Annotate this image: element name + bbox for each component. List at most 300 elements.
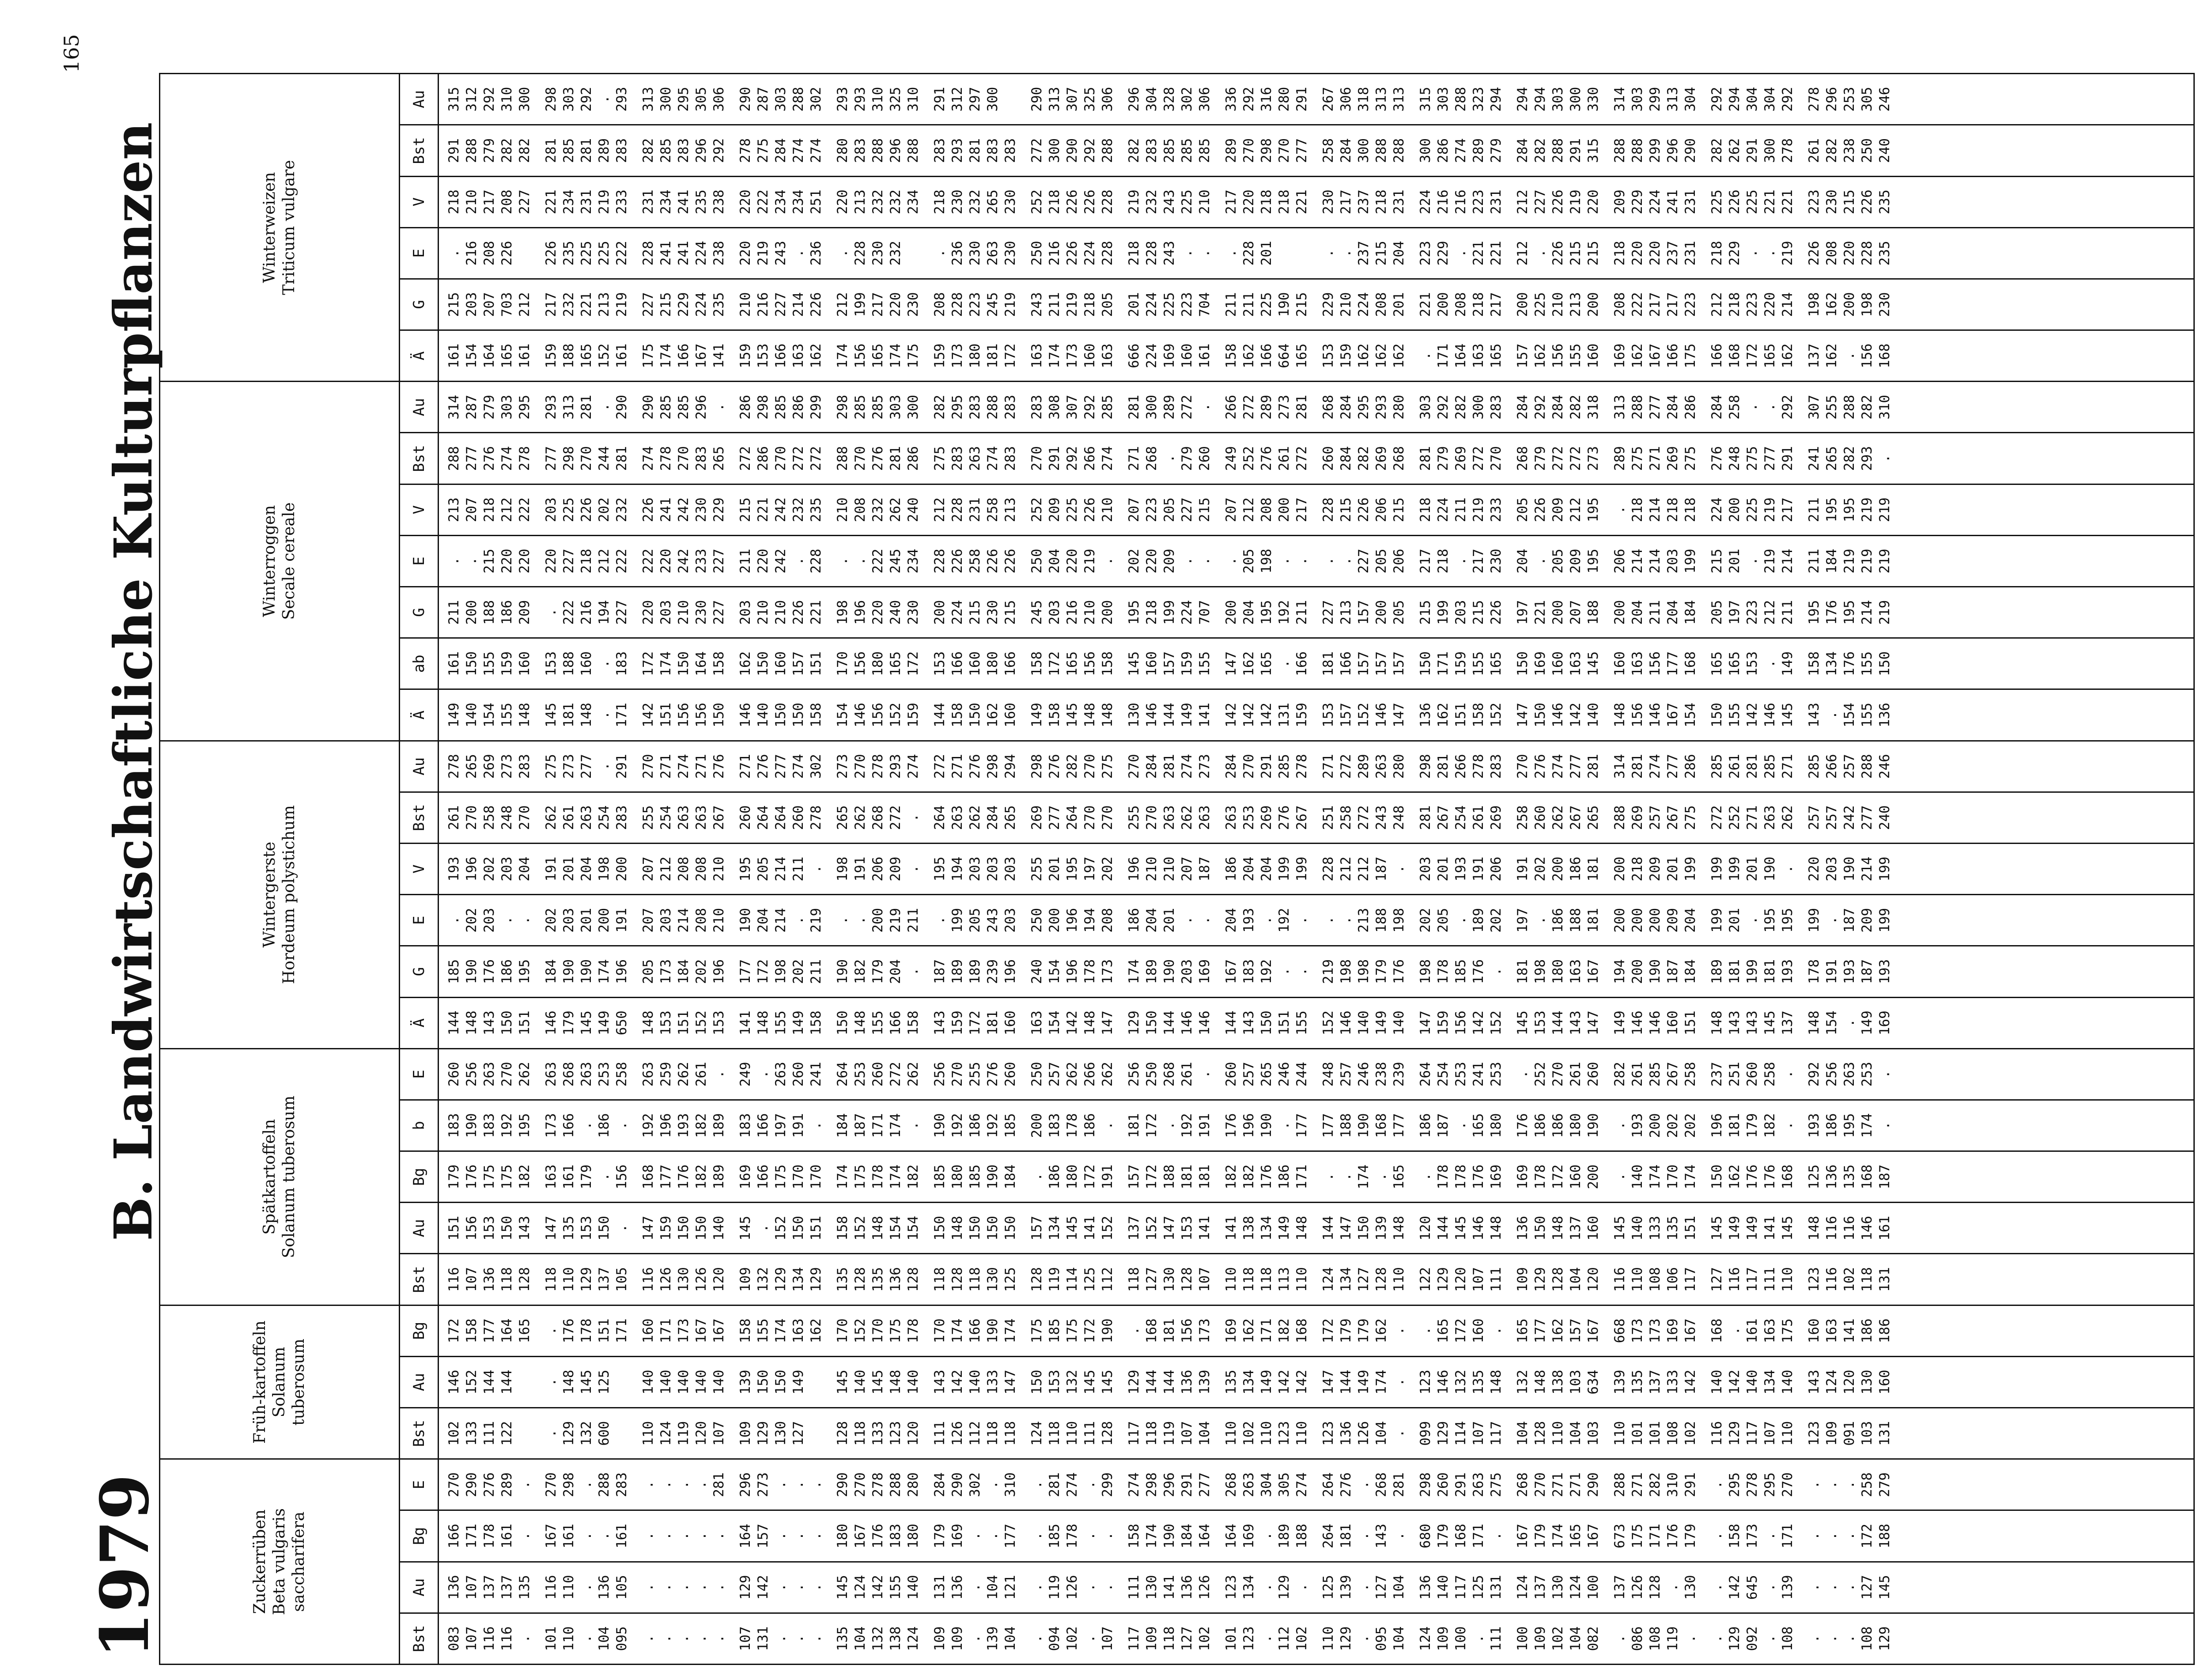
value-block: 215 221 242 232 235: [737, 497, 824, 522]
data-column-zr_e: [439, 1459, 2194, 1510]
value-block: 264 254 253 241 253: [1418, 1062, 1504, 1087]
value-block: 220 203 190 214 199: [1806, 856, 1893, 882]
group-name: Zuckerrüben: [251, 1509, 269, 1614]
value-block: 143 142 140 133 147: [932, 1370, 1018, 1395]
value-block: 129 150 144 146 146: [1126, 1010, 1213, 1036]
value-block: 228 241 241 224 238: [640, 241, 727, 266]
value-block: 162 150 160 157 151: [737, 651, 824, 676]
value-block: 176 186 186 180 190: [1515, 1113, 1601, 1138]
column-header: Au: [400, 741, 439, 792]
value-block: 249 252 276 261 272: [1223, 446, 1310, 471]
value-block: 203 225 226 202 232: [543, 497, 630, 522]
value-block: . 295 278 295 270: [1709, 1472, 1796, 1497]
value-block: 136 107 137 137 135: [446, 1575, 533, 1600]
value-block: 252 209 225 226 210: [1029, 497, 1115, 522]
value-block: 220 219 243 . 236: [737, 241, 824, 266]
value-block: 168 177 176 182 189: [640, 1164, 727, 1189]
value-block: 290 285 285 296 .: [640, 394, 727, 420]
value-block: 158 174 190 184 164: [1126, 1524, 1213, 1549]
value-block: 149 140 154 155 148: [446, 703, 533, 728]
data-column-sk_bst: [439, 1254, 2194, 1305]
value-block: 137 152 147 153 141: [1126, 1215, 1213, 1241]
value-block: 282 261 285 267 258: [1612, 1062, 1698, 1087]
value-block: 262 261 263 254 283: [543, 805, 630, 830]
value-block: 288 269 257 267 275: [1612, 805, 1698, 830]
value-block: . 199 205 243 203: [932, 908, 1018, 933]
column-header: E: [400, 1048, 439, 1100]
value-block: 217 220 218 218 221: [1223, 189, 1310, 215]
value-block: 278 275 284 274 274: [737, 138, 824, 163]
value-block: 220 203 210 230 227: [640, 600, 727, 625]
value-block: 298 260 291 263 275: [1418, 1472, 1504, 1497]
value-block: 180 167 176 183 180: [835, 1524, 921, 1549]
value-block: 161 150 155 159 160: [446, 651, 533, 676]
value-block: 194 200 190 187 184: [1612, 959, 1698, 984]
value-block: 229 210 224 208 201: [1320, 292, 1407, 317]
value-block: 145 . 152 150 151: [737, 1215, 824, 1241]
value-block: . 129 092 . 108: [1709, 1626, 1796, 1651]
value-block: 680 179 168 171 .: [1418, 1524, 1504, 1549]
value-block: 210 216 227 214 226: [737, 292, 824, 317]
value-block: 153 166 160 180 166: [932, 651, 1018, 676]
value-block: 142 142 142 131 159: [1223, 703, 1310, 728]
value-block: 101 123 . 112 102: [1223, 1626, 1310, 1651]
data-column-wr_ae: [439, 689, 2194, 741]
value-block: 143 159 172 181 160: [932, 1010, 1018, 1036]
value-block: 148 143 143 145 137: [1709, 1010, 1796, 1036]
value-block: 129 142 . . .: [737, 1575, 824, 1600]
value-block: 190 192 186 192 185: [932, 1113, 1018, 1138]
value-block: 118 127 130 128 107: [1126, 1267, 1213, 1292]
value-block: 243 211 219 218 205: [1029, 292, 1115, 317]
column-header: Au: [400, 1562, 439, 1613]
value-block: 170 156 180 165 172: [835, 651, 921, 676]
value-block: 224 216 216 223 231: [1418, 189, 1504, 215]
value-block: 270 271 274 271 276: [640, 754, 727, 779]
value-block: 144 143 150 151 155: [1223, 1010, 1310, 1036]
value-block: 275 283 263 274 283: [932, 446, 1018, 471]
value-block: 226 241 242 230 229: [640, 497, 727, 522]
value-block: 141 148 155 149 158: [737, 1010, 824, 1036]
value-block: 195 205 214 211 .: [737, 856, 824, 882]
value-block: 166 171 178 161 .: [446, 1524, 533, 1549]
value-block: 122 129 120 107 111: [1418, 1267, 1504, 1292]
value-block: 169 166 175 170 170: [737, 1164, 824, 1189]
value-block: 218 228 243 . .: [1126, 241, 1213, 266]
group-latin: Triticum vulgare: [280, 160, 298, 295]
data-column-wg_au: [439, 741, 2194, 792]
value-block: 172 179 179 162 .: [1320, 1318, 1407, 1343]
data-column-ww_g: [439, 279, 2194, 330]
column-header: Au: [400, 1203, 439, 1254]
value-block: 148 153 151 152 153: [640, 1010, 727, 1036]
value-block: 197 221 200 207 188: [1515, 600, 1601, 625]
value-block: 270 290 276 289 .: [446, 1472, 533, 1497]
value-block: 109 129 128 104 120: [1515, 1267, 1601, 1292]
value-block: 164 169 . 189 188: [1223, 1524, 1310, 1549]
value-block: 200 224 215 230 215: [932, 600, 1018, 625]
value-block: 160 163 141 186 186: [1806, 1318, 1893, 1343]
value-block: 167 183 192 . .: [1223, 959, 1310, 984]
data-column-wg_bst: [439, 792, 2194, 843]
value-block: 145 160 157 159 155: [1126, 651, 1213, 676]
value-block: 123 136 126 104 .: [1320, 1421, 1407, 1446]
data-column-wr_au: [439, 382, 2194, 433]
value-block: 219 198 198 179 176: [1320, 959, 1407, 984]
value-block: 187 189 189 239 196: [932, 959, 1018, 984]
value-block: 281 267 254 261 269: [1418, 805, 1504, 830]
group-latin: Secale cereale: [280, 502, 298, 620]
value-block: 221 200 208 218 217: [1418, 292, 1504, 317]
column-header: E: [400, 227, 439, 279]
value-block: 275 273 277 . 291: [543, 754, 630, 779]
value-block: 100 109 102 104 082: [1515, 1626, 1601, 1651]
value-block: 118 128 118 130 125: [932, 1267, 1018, 1292]
value-block: 161 154 164 165 161: [446, 343, 533, 368]
value-block: 292 256 263 253 .: [1806, 1062, 1893, 1087]
value-block: 255 270 263 262 263: [1126, 805, 1213, 830]
data-column-sk_b: [439, 1100, 2194, 1151]
value-block: 195 218 199 224 707: [1126, 600, 1213, 625]
column-header: Au: [400, 382, 439, 433]
value-block: 258 260 262 267 265: [1515, 805, 1601, 830]
column-header: Bst: [400, 792, 439, 843]
value-block: 153 188 160 . 183: [543, 651, 630, 676]
value-block: 195 176 195 214 219: [1806, 600, 1893, 625]
value-block: 211 184 219 219 219: [1806, 549, 1893, 574]
value-block: 298 276 282 270 275: [1029, 754, 1115, 779]
value-block: 314 303 299 313 304: [1612, 87, 1698, 112]
value-block: 150 169 160 163 145: [1515, 651, 1601, 676]
value-block: 123 134 . 129 .: [1223, 1575, 1310, 1600]
value-block: 276 248 275 277 291: [1709, 446, 1796, 471]
value-block: 271 276 277 274 302: [737, 754, 824, 779]
value-block: . . 237 215 204: [1320, 241, 1407, 266]
value-block: 226 235 225 225 222: [543, 241, 630, 266]
data-column-zr_bst: [439, 1613, 2194, 1664]
value-block: . . . . .: [640, 1532, 727, 1540]
value-block: 124 118 110 111 128: [1029, 1421, 1115, 1446]
value-block: 130 146 144 149 141: [1126, 703, 1213, 728]
column-header: E: [400, 895, 439, 946]
value-block: 272 300 290 292 288: [1029, 138, 1115, 163]
group-name: Wintergerste: [261, 841, 279, 948]
data-column-wr_v: [439, 484, 2194, 535]
data-column-fk_au: [439, 1356, 2194, 1408]
value-block: 101 110 . 104 095: [543, 1626, 630, 1651]
value-block: 109 109 . 139 104: [932, 1626, 1018, 1651]
value-block: 264 263 262 284 265: [932, 805, 1018, 830]
value-block: 149 158 145 148 148: [1029, 703, 1115, 728]
value-block: 150 155 142 146 145: [1709, 703, 1796, 728]
value-block: 159 188 165 152 161: [543, 343, 630, 368]
value-block: . . . . .: [640, 1635, 727, 1643]
value-block: 250 204 220 219 .: [1029, 549, 1115, 574]
value-block: 314 281 274 277 286: [1612, 754, 1698, 779]
column-header: ab: [400, 638, 439, 689]
value-block: 213 207 218 212 222: [446, 497, 533, 522]
column-header: V: [400, 844, 439, 895]
value-block: 144 147 150 139 148: [1320, 1215, 1407, 1241]
value-block: 272 271 276 298 294: [932, 754, 1018, 779]
value-block: 205 197 223 212 211: [1709, 600, 1796, 625]
value-block: 288 271 282 310 291: [1612, 1472, 1698, 1497]
value-block: 191 202 200 186 181: [1515, 856, 1601, 882]
value-block: 210 208 232 262 240: [835, 497, 921, 522]
data-column-ww_au: [439, 74, 2194, 125]
data-row: [439, 74, 2194, 1665]
group-name: Spätkartoffeln: [261, 1119, 279, 1235]
value-block: 148 116 116 146 161: [1806, 1215, 1893, 1241]
value-block: 202 220 209 . .: [1126, 549, 1213, 574]
column-header: E: [400, 535, 439, 586]
value-block: 158 162 166 664 165: [1223, 343, 1310, 368]
value-block: 144 148 143 150 151: [446, 1010, 533, 1036]
value-block: . . 213 188 198: [1320, 908, 1407, 933]
value-block: 270 284 281 274 273: [1126, 754, 1213, 779]
column-header: Bst: [400, 1613, 439, 1664]
value-block: . 216 208 226: [446, 241, 515, 266]
value-block: 255 254 263 263 267: [640, 805, 727, 830]
data-column-ww_v: [439, 176, 2194, 227]
value-block: 250 216 226 224 228: [1029, 241, 1115, 266]
value-block: 225 226 225 221 221: [1709, 189, 1796, 215]
value-block: 204 . 205 209 195: [1515, 549, 1601, 574]
value-block: 177 188 190 168 177: [1320, 1113, 1407, 1138]
column-header: V: [400, 176, 439, 227]
value-block: 186 187 . 165 180: [1418, 1113, 1504, 1138]
value-block: 212 199 217 220 230: [835, 292, 921, 317]
value-block: 148 156 146 167 154: [1612, 703, 1698, 728]
value-block: 147 162 165 . 166: [1223, 651, 1310, 676]
value-block: 313 288 277 284 286: [1612, 394, 1698, 420]
value-block: 256 250 268 261 .: [1126, 1062, 1213, 1087]
data-column-ww_e: [439, 227, 2194, 279]
value-block: 116 110 108 106 117: [1612, 1267, 1698, 1292]
value-block: 167 179 174 165 167: [1515, 1524, 1601, 1549]
value-block: 151 156 153 150 143: [446, 1215, 533, 1241]
value-block: 215 201 . 219 214: [1709, 549, 1796, 574]
value-block: 277 298 270 244 281: [543, 446, 630, 471]
value-block: 200 200 200 209 204: [1612, 908, 1698, 933]
value-block: 272 252 271 263 262: [1709, 805, 1796, 830]
value-block: 228 212 212 187 .: [1320, 856, 1407, 882]
value-block: 175 174 166 167 141: [640, 343, 727, 368]
value-block: 219 232 243 225 210: [1126, 189, 1213, 215]
value-block: 220 222 234 234 251: [737, 189, 824, 215]
value-block: 274 298 296 291 277: [1126, 1472, 1213, 1497]
value-block: 110 129 . 095 104: [1320, 1626, 1407, 1651]
value-block: 111 130 141 136 126: [1126, 1575, 1213, 1600]
value-block: 284 282 288 291 315: [1515, 138, 1601, 163]
value-block: . 158 173 . 171: [1709, 1524, 1796, 1549]
value-block: 285 261 281 285 271: [1709, 754, 1796, 779]
section-title: B. Landwirtschaftliche Kulturpflanzen: [102, 122, 164, 1241]
value-block: 159 153 166 163 162: [737, 343, 824, 368]
value-block: 181 166 157 157 157: [1320, 651, 1407, 676]
value-block: 146 140 150 150 158: [737, 703, 824, 728]
group-latin: Solanum tuberosum: [270, 1339, 308, 1426]
value-block: 182 182 176 186 171: [1223, 1164, 1310, 1189]
value-block: 198 162 200 198 230: [1806, 292, 1893, 317]
value-block: . 185 178 . .: [1029, 1524, 1115, 1549]
value-block: 111 126 112 118 118: [932, 1421, 1018, 1446]
value-block: 209 229 224 241 231: [1612, 189, 1698, 215]
column-header: Bg: [400, 1151, 439, 1203]
value-block: 264 276 . 268 281: [1320, 1472, 1407, 1497]
value-block: 142 151 156 156 150: [640, 703, 727, 728]
value-block: 283 308 307 292 285: [1029, 394, 1115, 420]
value-block: 189 181 199 181 193: [1709, 959, 1796, 984]
value-block: 150 148 150 150 150: [932, 1215, 1018, 1241]
value-block: 212 . 226 215 215: [1515, 241, 1601, 266]
data-column-sk_bg: [439, 1151, 2194, 1203]
value-block: 260 257 265 246 244: [1223, 1062, 1310, 1087]
value-block: 198 196 220 240 230: [835, 600, 921, 625]
value-block: 211 200 188 186 209: [446, 600, 533, 625]
value-block: 157 134 145 141 152: [1029, 1215, 1115, 1241]
value-block: 289 275 271 269 275: [1612, 446, 1698, 471]
value-block: 288 270 276 281 286: [835, 446, 921, 471]
value-block: 124 137 130 124 100: [1515, 1575, 1601, 1600]
value-block: 185 190 176 186 195: [446, 959, 533, 984]
value-block: 257 257 242 277 240: [1806, 805, 1893, 830]
value-block: 107 131 . . .: [737, 1626, 824, 1651]
value-block: 110 102 110 123 110: [1223, 1421, 1310, 1446]
value-block: 298 303 292 . 293: [543, 87, 630, 112]
value-block: 193 186 195 174 .: [1806, 1113, 1893, 1138]
value-block: 183 166 197 191 .: [737, 1113, 824, 1138]
value-block: 197 . 186 188 181: [1515, 908, 1601, 933]
data-column-wg_g: [439, 946, 2194, 997]
value-block: 284 290 302 . 310: [932, 1472, 1018, 1497]
value-block: 282 262 291 300 278: [1709, 138, 1796, 163]
value-block: 286 298 285 286 299: [737, 394, 824, 420]
value-block: 160 171 173 167 167: [640, 1318, 727, 1343]
value-block: 218 220 220 237 231: [1612, 241, 1698, 266]
value-block: 186 204 204 199 199: [1223, 856, 1310, 882]
value-block: 109 132 129 134 129: [737, 1267, 824, 1292]
value-block: 174 189 190 203 169: [1126, 959, 1213, 984]
value-block: 200 225 210 213 200: [1515, 292, 1601, 317]
value-block: 282 283 285 285 285: [1126, 138, 1213, 163]
value-block: 157 172 188 181 181: [1126, 1164, 1213, 1189]
value-block: . 148 145 125: [543, 1370, 612, 1395]
value-block: 205 173 184 202 196: [640, 959, 727, 984]
value-block: 271 268 . 279 260: [1126, 446, 1213, 471]
value-block: 315 312 292 310 300: [446, 87, 533, 112]
group-latin: Beta vulgaris saccharifera: [270, 1508, 308, 1616]
value-block: 135 128 135 136 128: [835, 1267, 921, 1292]
value-block: 163 154 142 148 147: [1029, 1010, 1115, 1036]
value-block: 123 116 102 118 131: [1806, 1267, 1893, 1292]
column-header: b: [400, 1100, 439, 1151]
value-block: 159 173 180 181 172: [932, 343, 1018, 368]
year-heading: 1979: [86, 1474, 164, 1658]
column-header: Bg: [400, 1510, 439, 1562]
group-header-row: [160, 74, 400, 1665]
value-block: 146 152 144 144: [446, 1370, 515, 1395]
value-block: 174 156 165 174 175: [835, 343, 921, 368]
value-block: 163 161 179 . 156: [543, 1164, 630, 1189]
value-block: 673 175 171 176 179: [1612, 1524, 1698, 1549]
value-block: 150 162 176 176 168: [1709, 1164, 1796, 1189]
value-block: 268 270 271 271 290: [1515, 1472, 1601, 1497]
value-block: 143 124 120 130 160: [1806, 1370, 1893, 1395]
group-latin: Hordeum polystichum: [280, 805, 298, 984]
value-block: 212 218 223 220 214: [1709, 292, 1796, 317]
value-block: 288 277 276 274 278: [446, 446, 533, 471]
value-block: 227 215 229 224 235: [640, 292, 727, 317]
value-block: 174 175 178 174 182: [835, 1164, 921, 1189]
value-block: 117 109 118 127 102: [1126, 1626, 1213, 1651]
value-block: 231 234 241 235 238: [640, 189, 727, 215]
value-block: . 281 274 . 299: [1029, 1472, 1115, 1497]
value-block: 668 173 173 169 167: [1612, 1318, 1698, 1343]
column-header: Au: [400, 1356, 439, 1408]
value-block: 224 200 225 219 217: [1709, 497, 1796, 522]
column-header: G: [400, 946, 439, 997]
value-block: 294 294 303 300 330: [1515, 87, 1601, 112]
value-block: 283 293 281 283 283: [932, 138, 1018, 163]
value-block: 336 292 316 280 291: [1223, 87, 1310, 112]
value-block: 181 198 180 163 167: [1515, 959, 1601, 984]
column-header: Bst: [400, 433, 439, 484]
group-name: Winterweizen: [261, 172, 279, 283]
value-block: 175 185 175 172 190: [1029, 1318, 1115, 1343]
value-block: . 171 164 163 165: [1418, 343, 1504, 368]
value-block: 207 212 208 200 217: [1223, 497, 1310, 522]
value-block: 237 251 260 258 .: [1709, 1062, 1796, 1087]
value-block: 128 119 114 125 112: [1029, 1267, 1115, 1292]
value-block: 303 292 282 300 283: [1418, 394, 1504, 420]
value-block: 147 144 149 174 .: [1320, 1370, 1407, 1395]
value-block: 240 154 196 178 173: [1029, 959, 1115, 984]
value-block: 207 203 214 208 210: [640, 908, 727, 933]
value-block: 135 134 149 142 142: [1223, 1370, 1310, 1395]
value-block: 284 292 284 282 318: [1515, 394, 1601, 420]
data-column-wr_bst: [439, 433, 2194, 484]
value-block: 260 264 264 260 278: [737, 805, 824, 830]
value-block: . 094 102 . 107: [1029, 1626, 1115, 1651]
value-block: . . . 172 188: [1806, 1524, 1893, 1549]
data-column-zr_au: [439, 1562, 2194, 1613]
value-block: . . . 258 279: [1806, 1472, 1893, 1497]
value-block: 172 158 177 164 165: [446, 1318, 533, 1343]
value-block: 167 161 . . 161: [543, 1524, 630, 1549]
value-block: 145 124 142 155 140: [835, 1575, 921, 1600]
data-column-wg_e: [439, 895, 2194, 946]
value-block: 270 291 292 266 274: [1029, 446, 1115, 471]
value-block: 195 194 203 203 203: [932, 856, 1018, 882]
value-block: 227 213 157 200 205: [1320, 600, 1407, 625]
value-block: 273 270 278 293 274: [835, 754, 921, 779]
value-block: 263 268 263 253 258: [543, 1062, 630, 1087]
value-block: 198 191 206 209 .: [835, 856, 921, 882]
value-block: 139 135 137 133 142: [1612, 1370, 1698, 1395]
value-block: 179 176 175 175 182: [446, 1164, 533, 1189]
value-block: 102 133 111 122: [446, 1421, 515, 1446]
group-header-winterroggen: [160, 382, 400, 741]
value-block: 315 303 288 323 294: [1418, 87, 1504, 112]
value-block: 228 226 258 226 226: [932, 549, 1018, 574]
data-column-ww_bst: [439, 125, 2194, 176]
value-block: 177 172 198 202 211: [737, 959, 824, 984]
value-block: 150 171 159 155 165: [1418, 651, 1504, 676]
value-block: . . . . 281: [640, 1472, 727, 1497]
value-block: 196 210 210 207 187: [1126, 856, 1213, 882]
value-block: 179 169 . . 177: [932, 1524, 1018, 1549]
